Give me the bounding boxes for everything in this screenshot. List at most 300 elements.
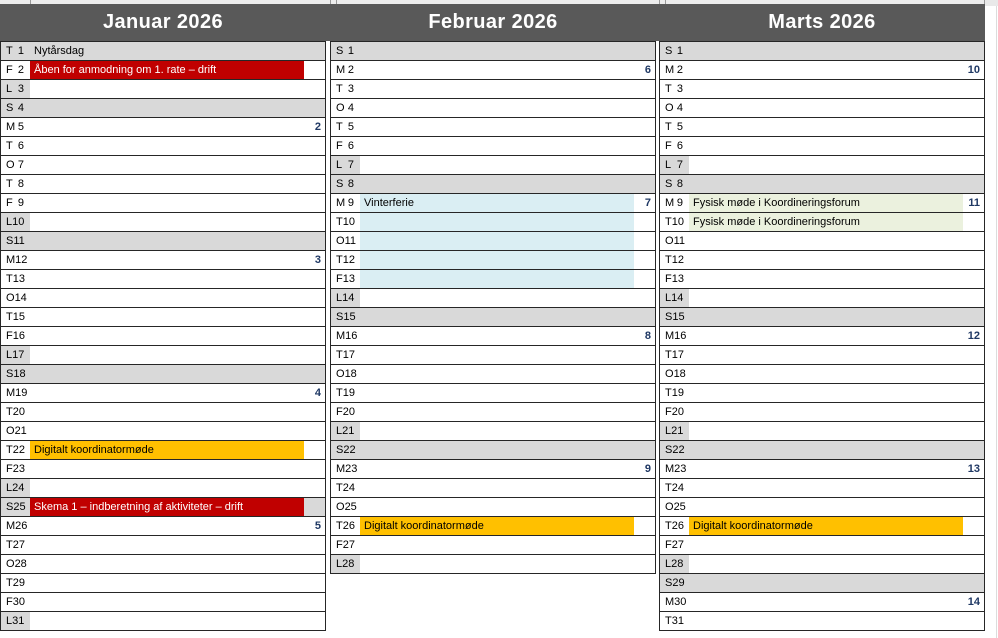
day-number: 11: [13, 235, 25, 247]
day-row[interactable]: [1, 460, 325, 479]
day-row[interactable]: [331, 42, 655, 61]
day-letter: O: [336, 235, 345, 247]
day-row[interactable]: [331, 80, 655, 99]
day-label: [331, 460, 360, 478]
day-number: 24: [671, 482, 684, 494]
day-number: 20: [671, 406, 684, 418]
day-content: [689, 441, 984, 459]
day-number: 4: [347, 102, 354, 114]
day-letter: T: [6, 178, 13, 190]
day-content: [30, 441, 325, 459]
event-label: Digitalt koordinatormøde: [693, 520, 813, 532]
day-number: 16: [12, 330, 25, 342]
day-number: 7: [676, 159, 683, 171]
day-label: [331, 232, 360, 250]
day-content: [689, 213, 984, 231]
day-letter: O: [336, 368, 345, 380]
day-content: [689, 80, 984, 98]
day-letter: O: [6, 425, 15, 437]
day-row[interactable]: [1, 536, 325, 555]
day-row[interactable]: [1, 289, 325, 308]
day-label: [1, 175, 30, 193]
day-row[interactable]: [660, 384, 984, 403]
day-letter: S: [665, 311, 673, 323]
event-bar[interactable]: [360, 213, 634, 231]
day-row[interactable]: [331, 194, 655, 213]
day-number: 8: [17, 178, 24, 190]
day-row[interactable]: [660, 460, 984, 479]
event-bar[interactable]: [360, 270, 634, 288]
day-number: 29: [672, 577, 685, 589]
day-number: 9: [347, 197, 354, 209]
event-bar[interactable]: [30, 498, 304, 516]
day-number: 16: [674, 330, 687, 342]
day-content: [689, 42, 984, 60]
day-row[interactable]: [660, 574, 984, 593]
day-row[interactable]: [660, 593, 984, 612]
day-content: [689, 289, 984, 307]
day-content: [30, 80, 325, 98]
day-row[interactable]: [660, 80, 984, 99]
day-content: [30, 555, 325, 573]
day-row[interactable]: [331, 99, 655, 118]
day-label: [660, 346, 689, 364]
day-row[interactable]: [331, 365, 655, 384]
day-number: 18: [673, 368, 686, 380]
day-content: [30, 384, 325, 402]
day-row[interactable]: [660, 479, 984, 498]
day-row[interactable]: [331, 536, 655, 555]
day-row[interactable]: [1, 574, 325, 593]
day-row[interactable]: [331, 346, 655, 365]
day-label: [1, 479, 30, 497]
day-letter: M: [336, 330, 346, 342]
day-letter: O: [6, 159, 15, 171]
day-number: 9: [676, 197, 683, 209]
event-bar[interactable]: [689, 194, 963, 212]
day-number: 21: [671, 425, 684, 437]
day-row[interactable]: [660, 156, 984, 175]
day-content: [689, 270, 984, 288]
day-number: 27: [671, 539, 684, 551]
day-row[interactable]: [331, 441, 655, 460]
day-content: [360, 137, 655, 155]
day-number: 26: [342, 520, 355, 532]
day-row[interactable]: [1, 156, 325, 175]
day-number: 10: [671, 216, 684, 228]
day-letter: M: [6, 121, 16, 133]
day-number: 13: [342, 273, 355, 285]
day-row[interactable]: [331, 555, 655, 574]
day-row[interactable]: [660, 61, 984, 80]
day-row[interactable]: [331, 384, 655, 403]
day-content: [689, 574, 984, 592]
day-row[interactable]: [660, 422, 984, 441]
day-row[interactable]: [331, 498, 655, 517]
day-row[interactable]: [1, 384, 325, 403]
day-number: 27: [12, 539, 25, 551]
day-label: [1, 460, 30, 478]
day-content: [689, 612, 984, 630]
day-letter: F: [336, 273, 343, 285]
day-row[interactable]: [1, 61, 325, 80]
day-content: [30, 175, 325, 193]
day-number: 20: [12, 406, 25, 418]
day-row[interactable]: [331, 137, 655, 156]
day-label: [660, 251, 689, 269]
day-number: 5: [347, 121, 354, 133]
day-number: 15: [12, 311, 25, 323]
day-row[interactable]: [1, 118, 325, 137]
day-number: 13: [671, 273, 684, 285]
day-number: 13: [12, 273, 25, 285]
day-letter: F: [336, 140, 343, 152]
day-number: 5: [676, 121, 683, 133]
day-number: 14: [342, 292, 355, 304]
day-number: 5: [17, 121, 24, 133]
day-label: [331, 479, 360, 497]
day-content: [360, 536, 655, 554]
day-letter: O: [336, 102, 345, 114]
day-row[interactable]: [660, 441, 984, 460]
day-row[interactable]: [1, 175, 325, 194]
day-letter: M: [6, 254, 16, 266]
day-letter: F: [336, 406, 343, 418]
day-label: [660, 384, 689, 402]
day-row[interactable]: [660, 365, 984, 384]
day-number: 11: [673, 235, 685, 247]
day-number: 30: [674, 596, 687, 608]
event-bar[interactable]: [360, 232, 634, 250]
day-label: [660, 175, 689, 193]
day-row[interactable]: [660, 346, 984, 365]
day-row[interactable]: [660, 327, 984, 346]
day-letter: S: [336, 178, 344, 190]
day-row[interactable]: [660, 232, 984, 251]
month-column: [330, 41, 656, 574]
event-label: Fysisk møde i Koordineringsforum: [693, 197, 860, 209]
day-row[interactable]: [331, 156, 655, 175]
day-content: [360, 270, 655, 288]
day-letter: T: [665, 121, 672, 133]
day-letter: T: [336, 121, 343, 133]
day-label: [1, 42, 30, 60]
event-label: Skema 1 – indberetning af aktiviteter – drift: [34, 501, 244, 513]
day-label: [660, 536, 689, 554]
day-row[interactable]: [1, 612, 325, 631]
day-row[interactable]: [1, 479, 325, 498]
day-content: [30, 194, 325, 212]
day-number: 15: [343, 311, 356, 323]
day-letter: S: [6, 368, 14, 380]
day-letter: S: [336, 444, 344, 456]
day-letter: F: [6, 330, 13, 342]
day-letter: T: [336, 387, 343, 399]
day-label: [660, 61, 689, 79]
day-letter: L: [6, 83, 13, 95]
day-letter: T: [336, 349, 343, 361]
day-number: 16: [345, 330, 358, 342]
day-content: [689, 156, 984, 174]
day-content: [360, 175, 655, 193]
day-number: 19: [671, 387, 684, 399]
day-content: [360, 118, 655, 136]
day-number: 25: [673, 501, 686, 513]
day-row[interactable]: [1, 555, 325, 574]
day-row[interactable]: [660, 99, 984, 118]
day-label: [331, 498, 360, 516]
day-content: [360, 42, 655, 60]
month-column: [0, 41, 326, 631]
day-row[interactable]: [331, 213, 655, 232]
day-letter: L: [665, 558, 672, 570]
day-number: 24: [342, 482, 355, 494]
day-letter: L: [6, 216, 13, 228]
day-label: [1, 251, 30, 269]
event-bar[interactable]: [360, 517, 634, 535]
day-row[interactable]: [660, 137, 984, 156]
day-content: [30, 42, 325, 60]
day-content: [689, 555, 984, 573]
day-label: [1, 365, 30, 383]
day-label: [660, 574, 689, 592]
day-letter: M: [665, 64, 675, 76]
event-bar[interactable]: [689, 213, 963, 231]
week-number: 14: [967, 596, 980, 608]
day-label: [331, 536, 360, 554]
day-label: [1, 612, 30, 630]
day-content: [689, 403, 984, 421]
day-letter: M: [336, 64, 346, 76]
day-content: [360, 327, 655, 345]
day-letter: L: [665, 292, 672, 304]
day-row[interactable]: [331, 118, 655, 137]
day-letter: T: [6, 273, 13, 285]
day-label: [660, 156, 689, 174]
day-content: [360, 251, 655, 269]
day-number: 6: [17, 140, 24, 152]
day-label: [331, 327, 360, 345]
day-row[interactable]: [660, 175, 984, 194]
day-content: [689, 536, 984, 554]
month-column: [659, 41, 985, 631]
day-number: 27: [342, 539, 355, 551]
day-number: 23: [345, 463, 358, 475]
day-row[interactable]: [331, 403, 655, 422]
event-bar[interactable]: [360, 194, 634, 212]
day-letter: L: [336, 425, 343, 437]
day-content: [360, 61, 655, 79]
day-label: [1, 384, 30, 402]
day-row[interactable]: [1, 232, 325, 251]
day-row[interactable]: [1, 80, 325, 99]
day-label: [660, 555, 689, 573]
day-content: [360, 213, 655, 231]
day-row[interactable]: [1, 517, 325, 536]
event-label: Vinterferie: [364, 197, 414, 209]
day-row[interactable]: [1, 251, 325, 270]
day-label: [1, 137, 30, 155]
day-row[interactable]: [660, 118, 984, 137]
day-label: [331, 61, 360, 79]
day-label: [660, 137, 689, 155]
day-number: 19: [15, 387, 28, 399]
week-number: 13: [967, 463, 980, 475]
day-letter: S: [665, 444, 673, 456]
day-number: 22: [12, 444, 25, 456]
day-row[interactable]: [1, 441, 325, 460]
day-content: [360, 517, 655, 535]
day-number: 1: [347, 45, 354, 57]
day-number: 11: [344, 235, 356, 247]
day-letter: T: [6, 444, 13, 456]
day-row[interactable]: [660, 403, 984, 422]
day-row[interactable]: [331, 175, 655, 194]
day-row[interactable]: [331, 479, 655, 498]
day-letter: T: [6, 311, 13, 323]
day-content: [689, 61, 984, 79]
day-letter: S: [665, 577, 673, 589]
week-number: 11: [968, 197, 980, 209]
day-number: 21: [342, 425, 355, 437]
day-label: [660, 308, 689, 326]
day-label: [1, 156, 30, 174]
day-label: [1, 403, 30, 421]
day-row[interactable]: [331, 460, 655, 479]
day-number: 4: [17, 102, 24, 114]
event-bar[interactable]: [360, 251, 634, 269]
day-row[interactable]: [331, 289, 655, 308]
day-row[interactable]: [331, 270, 655, 289]
day-row[interactable]: [1, 99, 325, 118]
day-number: 3: [17, 83, 24, 95]
day-number: 28: [14, 558, 27, 570]
day-letter: O: [665, 102, 674, 114]
day-content: [30, 251, 325, 269]
day-row[interactable]: [1, 137, 325, 156]
calendar-header: [0, 4, 985, 41]
day-row[interactable]: [1, 213, 325, 232]
event-bar[interactable]: [689, 517, 963, 535]
day-row[interactable]: [1, 346, 325, 365]
day-row[interactable]: [660, 194, 984, 213]
day-label: [331, 99, 360, 117]
day-content: [360, 346, 655, 364]
day-letter: T: [665, 349, 672, 361]
day-number: 23: [12, 463, 25, 475]
day-letter: T: [665, 254, 672, 266]
day-number: 26: [671, 520, 684, 532]
day-content: [30, 61, 325, 79]
day-number: 12: [15, 254, 28, 266]
day-row[interactable]: [660, 270, 984, 289]
day-row[interactable]: [1, 593, 325, 612]
day-number: 7: [347, 159, 354, 171]
day-number: 17: [342, 349, 355, 361]
day-label: [331, 422, 360, 440]
day-letter: F: [665, 406, 672, 418]
day-number: 28: [671, 558, 684, 570]
day-content: [360, 365, 655, 383]
day-letter: T: [336, 482, 343, 494]
day-content: [360, 80, 655, 98]
day-row[interactable]: [1, 42, 325, 61]
day-letter: L: [336, 159, 343, 171]
day-number: 25: [344, 501, 357, 513]
day-row[interactable]: [660, 308, 984, 327]
day-letter: O: [665, 368, 674, 380]
day-number: 29: [12, 577, 25, 589]
day-label: [331, 517, 360, 535]
day-row[interactable]: [660, 213, 984, 232]
event-bar[interactable]: [30, 42, 304, 60]
day-letter: O: [336, 501, 345, 513]
day-content: [30, 289, 325, 307]
day-row[interactable]: [660, 536, 984, 555]
day-number: 31: [12, 615, 25, 627]
day-content: [689, 479, 984, 497]
day-label: [331, 365, 360, 383]
day-row[interactable]: [331, 327, 655, 346]
day-row[interactable]: [660, 498, 984, 517]
day-row[interactable]: [660, 251, 984, 270]
day-label: [1, 118, 30, 136]
day-content: [360, 460, 655, 478]
day-letter: M: [336, 197, 346, 209]
day-number: 9: [17, 197, 24, 209]
day-row[interactable]: [1, 365, 325, 384]
day-row[interactable]: [660, 517, 984, 536]
day-letter: M: [665, 197, 675, 209]
event-bar[interactable]: [30, 61, 304, 79]
day-letter: M: [665, 463, 675, 475]
day-row[interactable]: [331, 251, 655, 270]
day-row[interactable]: [331, 517, 655, 536]
day-row[interactable]: [1, 403, 325, 422]
day-row[interactable]: [1, 422, 325, 441]
day-row[interactable]: [660, 555, 984, 574]
day-row[interactable]: [660, 289, 984, 308]
day-row[interactable]: [1, 308, 325, 327]
day-row[interactable]: [660, 612, 984, 631]
day-row[interactable]: [1, 270, 325, 289]
month-title-marts: Marts 2026: [768, 11, 876, 33]
day-content: [360, 498, 655, 516]
day-label: [660, 213, 689, 231]
day-row[interactable]: [331, 422, 655, 441]
day-row[interactable]: [331, 308, 655, 327]
day-row[interactable]: [1, 327, 325, 346]
day-content: [30, 460, 325, 478]
week-number: 8: [644, 330, 651, 342]
day-number: 6: [347, 140, 354, 152]
day-number: 17: [671, 349, 684, 361]
day-letter: T: [6, 140, 13, 152]
day-label: [331, 213, 360, 231]
day-row[interactable]: [1, 498, 325, 517]
day-letter: F: [6, 463, 13, 475]
day-content: [360, 232, 655, 250]
day-letter: F: [6, 596, 13, 608]
event-bar[interactable]: [30, 441, 304, 459]
day-row[interactable]: [1, 194, 325, 213]
day-letter: M: [665, 596, 675, 608]
day-row[interactable]: [331, 61, 655, 80]
day-number: 14: [14, 292, 27, 304]
day-number: 30: [12, 596, 25, 608]
day-row[interactable]: [331, 232, 655, 251]
day-row[interactable]: [660, 42, 984, 61]
